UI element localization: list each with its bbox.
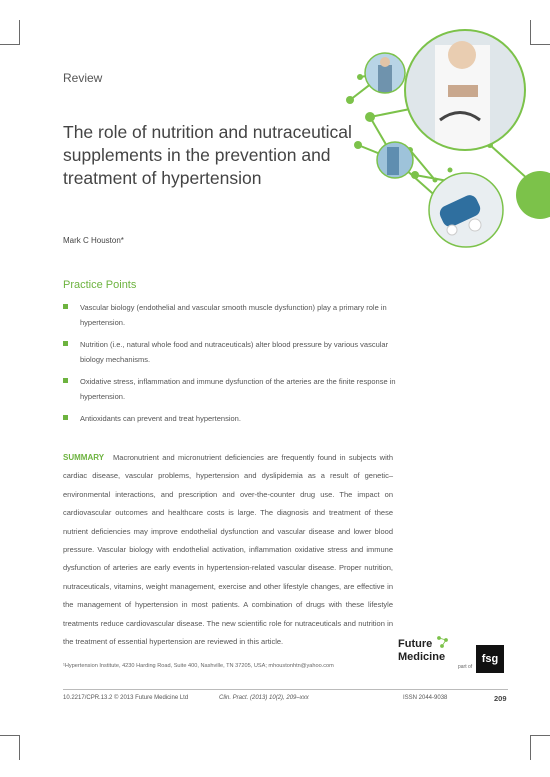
- crop-mark: [19, 735, 20, 760]
- square-bullet-icon: [63, 341, 68, 346]
- publisher-name-line1: Future: [398, 638, 433, 650]
- footer-doi: 10.2217/CPR.13.2 © 2013 Future Medicine Ltd: [63, 695, 189, 701]
- author-name: Mark C Houston*: [63, 236, 124, 245]
- article-type-label: Review: [63, 71, 103, 85]
- footer-issn: ISSN 2044-9038: [403, 695, 448, 701]
- publisher-logo: [398, 635, 508, 675]
- list-item-text: Oxidative stress, inflammation and immune dysfunction of the arteries are the finite response in hypertension.: [80, 377, 396, 401]
- crop-mark: [0, 735, 20, 736]
- square-bullet-icon: [63, 378, 68, 383]
- crop-mark: [531, 735, 550, 736]
- square-bullet-icon: [63, 415, 68, 420]
- footer-divider: [63, 689, 508, 690]
- list-item: [63, 374, 403, 404]
- crop-mark: [530, 735, 531, 760]
- list-item: [63, 411, 403, 426]
- crop-mark: [19, 20, 20, 45]
- header-illustration: [340, 25, 550, 250]
- list-item-text: Nutrition (i.e., natural whole food and nutraceuticals) alter blood pressure by various vascular biology mechanisms.: [80, 340, 389, 364]
- footer-journal: Clin. Pract. (2013) 10(2), 209–xxx: [219, 695, 309, 701]
- molecule-icon: [436, 635, 450, 649]
- publisher-name-line2: Medicine: [398, 651, 446, 663]
- summary-text: Macronutrient and micronutrient deficiencies are frequently found in subjects with cardiac disease, vascular problems, hypertension and dyslipidemia as a result of genetic–environmental interactions, and prescription and over-the-counter drug use. The impact on cardiovascular outcomes and healthcare costs is large. The diagnosis and treatment of these nutrient deficiencies may improve endothelial dysfunction and vascular disease and lower blood pressure. Vascular biology with endothelial activation, inflammation oxidative stress and immune dysfunction of arteries are early events in hypertension-related vascular disease. Proper nutrition, nutraceuticals, vitamins, weight management, exercise and other lifestyle changes, are effective in the management of hypertension in most patients. A combination of drugs with these lifestyle treatments reduce cardiovascular disease. The new scientific role for nutraceuticals and nutrition in the treatment of essential hypertension are reviewed in this article.: [63, 453, 393, 647]
- list-item-text: Vascular biology (endothelial and vascular smooth muscle dysfunction) play a primary role in hypertension.: [80, 303, 387, 327]
- part-of-label: part of: [458, 664, 473, 670]
- summary-paragraph: [63, 449, 393, 651]
- fsg-logo: fsg: [476, 645, 504, 673]
- page-number: 209: [494, 694, 507, 703]
- practice-points-list: [63, 300, 403, 433]
- square-bullet-icon: [63, 304, 68, 309]
- list-item: [63, 300, 403, 330]
- summary-heading: SUMMARY: [63, 453, 105, 462]
- list-item-text: Antioxidants can prevent and treat hypertension.: [80, 414, 241, 423]
- practice-points-heading: Practice Points: [63, 279, 137, 291]
- list-item: [63, 337, 403, 367]
- article-title: The role of nutrition and nutraceutical supplements in the prevention and treatment of hypertension: [63, 122, 352, 188]
- crop-mark: [0, 44, 20, 45]
- affiliation-footnote: ¹Hypertension Institute, 4230 Harding Road, Suite 400, Nashville, TN 37205, USA; mhoustonhtn@yahoo.com: [63, 663, 334, 669]
